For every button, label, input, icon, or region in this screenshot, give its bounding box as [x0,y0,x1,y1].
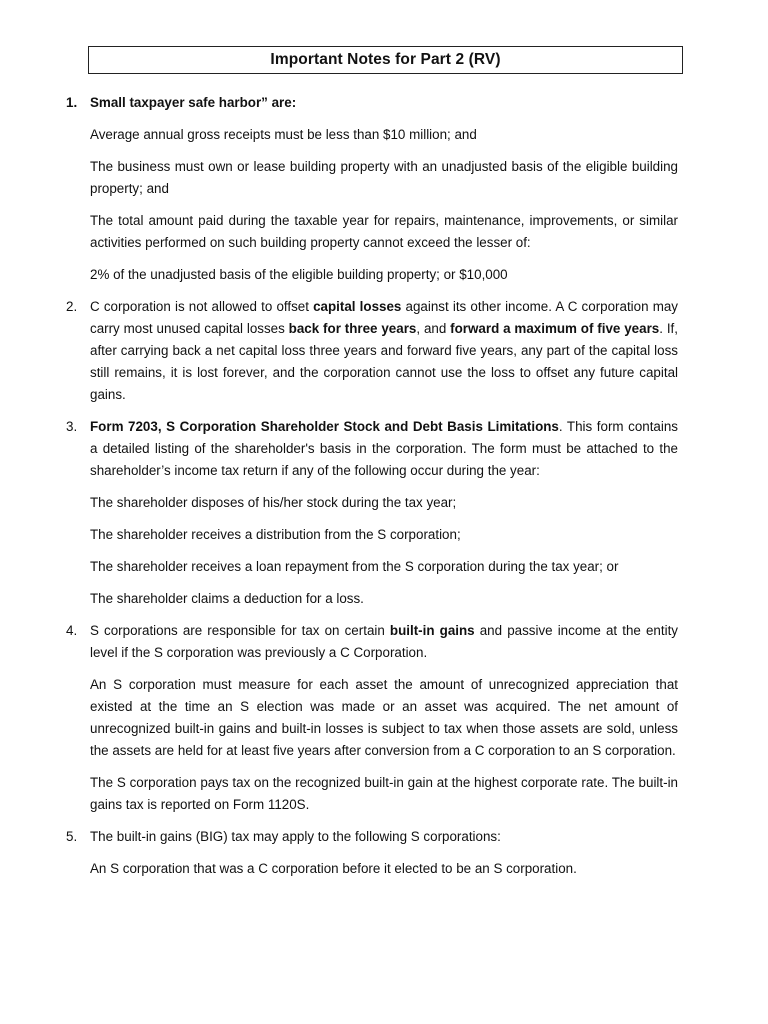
notes-list [0,92,768,890]
item-number: 4. [66,623,78,638]
item-paragraph: 2% of the unadjusted basis of the eligible building property; or $10,000 [90,267,508,282]
item-number: 2. [66,299,78,314]
note-item-3 [66,416,678,610]
item-heading: Small taxpayer safe harbor” are: [90,95,297,110]
item-paragraph: The shareholder claims a deduction for a loss. [90,591,364,606]
note-item-1 [66,92,678,286]
item-number: 1. [66,95,78,110]
note-item-2 [66,296,678,406]
item-paragraph: The shareholder receives a loan repayment from the S corporation during the tax year; or [90,559,619,574]
item-paragraph: The total amount paid during the taxable year for repairs, maintenance, improvements, or similar activities performed on such building property cannot exceed the lesser of: [90,213,678,250]
item-paragraph: The shareholder receives a distribution from the S corporation; [90,527,461,542]
item-paragraph: The shareholder disposes of his/her stock during the tax year; [90,495,457,510]
item-paragraph: An S corporation must measure for each asset the amount of unrecognized appreciation that existed at the time an S election was made or an asset was acquired. The net amount of unrecognized built-in gains and built-in losses is subject to tax when those assets are sold, unless the assets are held for at least five years after conversion from a C corporation to an S corporation. [90,677,678,758]
item-number: 5. [66,829,78,844]
item-paragraph: The business must own or lease building property with an unadjusted basis of the eligible building property; and [90,159,678,196]
item-number: 3. [66,419,78,434]
item-paragraph: S corporations are responsible for tax on certain built-in gains and passive income at the entity level if the S corporation was previously a C Corporation. [90,623,678,660]
note-item-4 [66,620,678,816]
item-paragraph: An S corporation that was a C corporation before it elected to be an S corporation. [90,861,577,876]
item-paragraph: C corporation is not allowed to offset capital losses against its other income. A C corporation may carry most unused capital losses back for three years, and forward a maximum of five years. If, after carrying back a net capital loss three years and forward five years, any part of the capital loss still remains, it is lost forever, and the corporation cannot use the loss to offset any future capital gains. [90,299,678,402]
item-paragraph: Average annual gross receipts must be less than $10 million; and [90,127,477,142]
note-item-5 [66,826,678,880]
item-paragraph: The built-in gains (BIG) tax may apply to the following S corporations: [90,829,501,844]
item-paragraph: The S corporation pays tax on the recognized built-in gain at the highest corporate rate. The built-in gains tax is reported on Form 1120S. [90,775,678,812]
page-title: Important Notes for Part 2 (RV) [88,46,683,74]
item-paragraph: Form 7203, S Corporation Shareholder Stock and Debt Basis Limitations. This form contains a detailed listing of the shareholder's basis in the corporation. The form must be attached to the shareholder’s income tax return if any of the following occur during the year: [90,419,678,478]
